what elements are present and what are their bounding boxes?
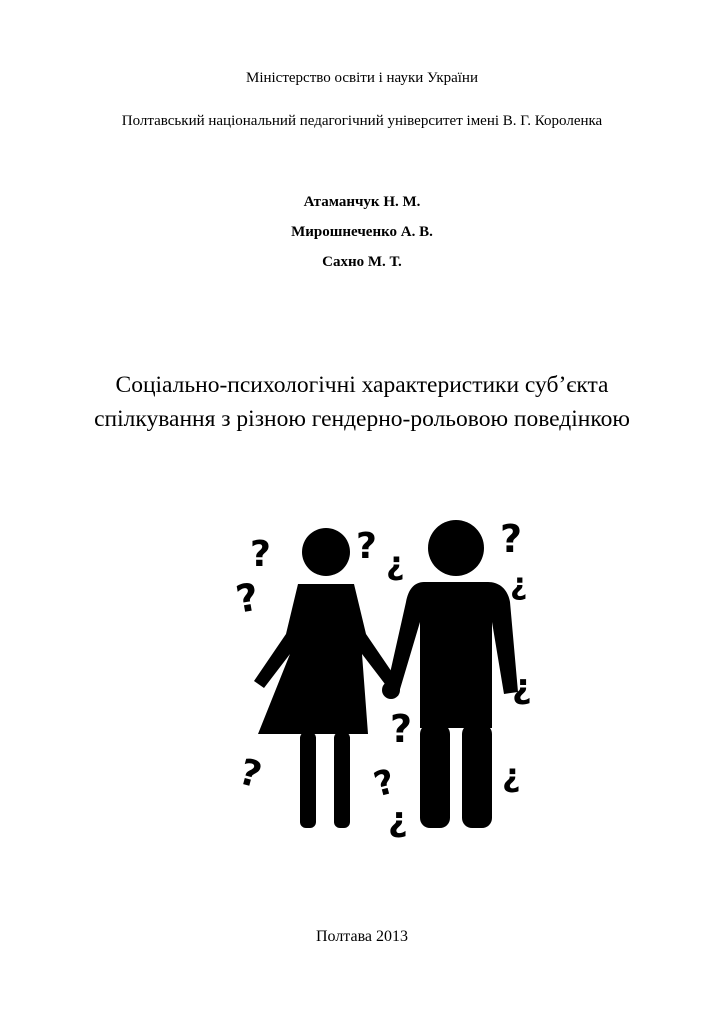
question-mark-icon: ? <box>232 574 263 622</box>
question-mark-icon: ? <box>369 761 400 806</box>
man-head <box>428 520 484 576</box>
woman-right-leg <box>334 732 350 828</box>
place-and-year: Полтава 2013 <box>315 928 409 945</box>
book-title-line-2: спілкування з різною гендерно-рольовою поведінкою <box>94 406 630 432</box>
inverted-question-mark-icon: ¿ <box>502 756 521 794</box>
man-right-leg <box>462 724 492 828</box>
inverted-question-mark-icon: ¿ <box>388 800 408 840</box>
author-1: Атаманчук Н. М. <box>303 194 421 210</box>
question-mark-icon: ? <box>250 534 271 575</box>
question-mark-icon: ? <box>234 751 266 797</box>
university-name: Полтавський національний педагогічний університет імені В. Г. Короленка <box>121 113 603 129</box>
woman-left-leg <box>300 732 316 828</box>
question-mark-icon: ? <box>500 517 523 561</box>
joined-hands <box>382 681 400 699</box>
inverted-question-mark-icon: ¿ <box>510 567 528 602</box>
inverted-question-mark-icon: ¿ <box>512 667 532 707</box>
ministry-name: Міністерство освіти і науки України <box>245 70 478 86</box>
book-title-line-1: Соціально-психологічні характеристики суб’єкта <box>115 372 609 398</box>
author-2: Мирошнеченко А. В. <box>291 224 433 240</box>
inverted-question-mark-icon: ¿ <box>386 544 405 582</box>
couple-question-marks-icon <box>228 516 540 846</box>
woman-body <box>254 584 398 734</box>
couple-illustration <box>228 516 540 846</box>
author-3: Сахно М. Т. <box>322 254 402 270</box>
man-left-leg <box>420 724 450 828</box>
question-mark-icon: ? <box>356 526 377 567</box>
question-mark-icon: ? <box>390 707 413 751</box>
woman-head <box>302 528 350 576</box>
